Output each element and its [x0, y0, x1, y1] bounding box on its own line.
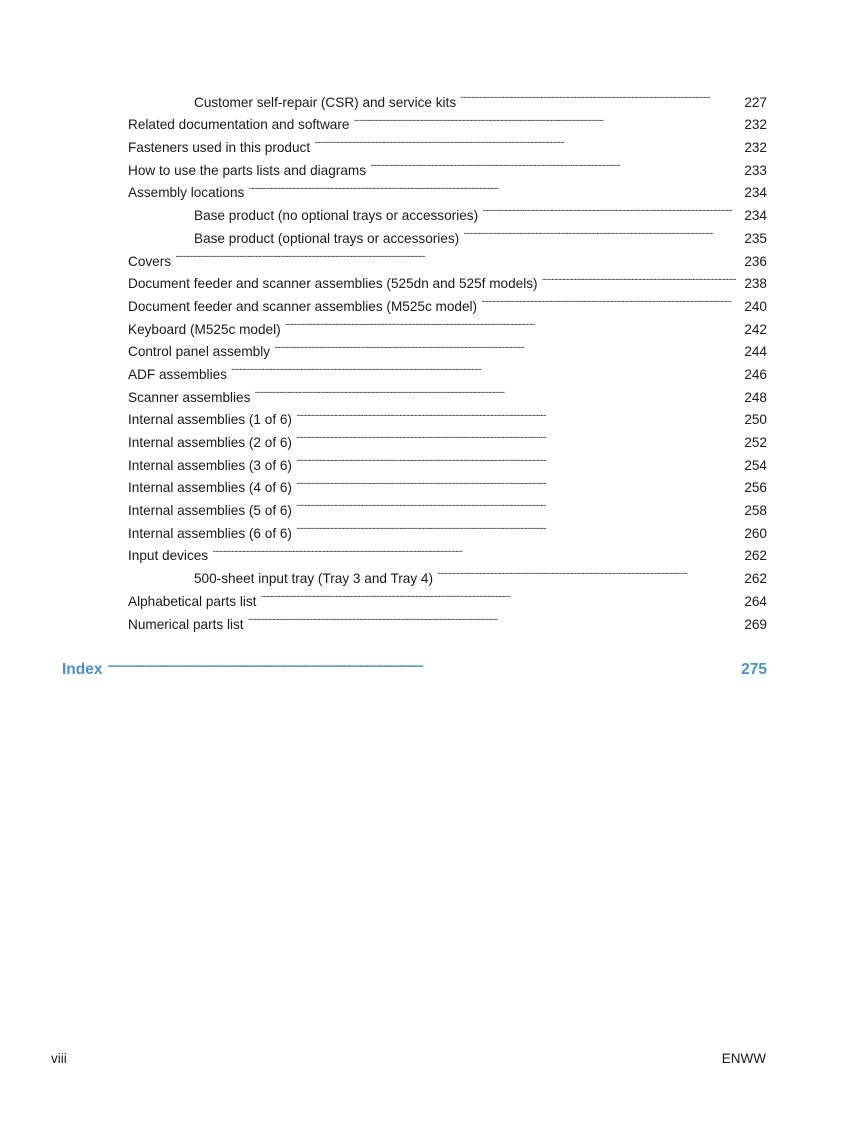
toc-entry-title: Related documentation and software — [128, 117, 350, 133]
toc-entry-title: Base product (optional trays or accessories) — [194, 230, 460, 246]
toc-leader-dots — [314, 129, 736, 152]
toc-entry-page: 232 — [744, 140, 767, 156]
toc-entry[interactable] — [128, 266, 767, 292]
toc-entry-page: 233 — [744, 162, 767, 178]
toc-entry-title: Internal assemblies (6 of 6) — [128, 525, 292, 541]
toc-leader-dots — [296, 515, 736, 538]
toc-index-leader-dots — [107, 651, 735, 674]
toc-entry-page: 258 — [744, 503, 767, 519]
toc-entry-title: Internal assemblies (2 of 6) — [128, 435, 292, 450]
toc-entry-page: 256 — [744, 480, 767, 496]
toc-leader-dots — [248, 175, 736, 198]
toc-entry-title: Internal assemblies (4 of 6) — [128, 480, 292, 496]
toc-leader-dots — [482, 197, 736, 220]
toc-entry-page: 235 — [744, 230, 767, 246]
toc-entry-page: 232 — [744, 117, 767, 133]
toc-entry-title: Keyboard (M525c model) — [128, 321, 281, 337]
toc-entry-title: How to use the parts lists and diagrams — [128, 162, 367, 178]
toc-index-entry[interactable] — [62, 651, 767, 678]
toc-entry-page: 234 — [744, 185, 767, 201]
toc-entry-title: Alphabetical parts list — [128, 593, 257, 609]
toc-entry[interactable] — [128, 243, 767, 269]
toc-entry-page: 240 — [744, 298, 767, 314]
toc-entry-title: Input devices — [128, 548, 209, 564]
toc-leader-dots — [260, 583, 736, 606]
toc-entry-title: ADF assemblies — [128, 366, 227, 382]
toc-entry-page: 236 — [744, 253, 767, 269]
toc-index-title: Index — [62, 660, 103, 678]
toc-entry[interactable] — [128, 538, 767, 564]
toc-entry-page: 244 — [744, 344, 767, 360]
toc-entry-page: 250 — [744, 412, 767, 428]
toc-entry-page: 252 — [744, 435, 767, 450]
toc-entry-title: Base product (no optional trays or accessories) — [194, 208, 479, 224]
toc-entry-title: Internal assemblies (1 of 6) — [128, 412, 292, 428]
toc-leader-dots — [542, 266, 736, 289]
toc-leader-dots — [274, 334, 736, 357]
toc-leader-dots — [231, 356, 736, 379]
toc-entry-title: Numerical parts list — [128, 616, 244, 632]
toc-entry-page: 238 — [744, 276, 767, 292]
toc-entry-page: 260 — [744, 525, 767, 541]
toc-entry-title: Internal assemblies (5 of 6) — [128, 503, 292, 519]
toc-leader-dots — [254, 379, 736, 402]
toc-entry-title: Document feeder and scanner assemblies (525dn and 525f models) — [128, 276, 538, 292]
toc-leader-dots — [296, 470, 736, 493]
toc-entry-title: Document feeder and scanner assemblies (M525c model) — [128, 298, 478, 314]
toc-entry-title: Scanner assemblies — [128, 389, 251, 405]
toc-leader-dots — [248, 606, 736, 629]
toc-entry-title: Customer self-repair (CSR) and service kits — [194, 94, 457, 110]
toc-leader-dots — [175, 243, 736, 266]
toc-entry-title: Internal assemblies (3 of 6) — [128, 457, 292, 473]
toc-leader-dots — [296, 402, 736, 425]
toc-entry-title: Assembly locations — [128, 185, 245, 201]
toc-entry-page: 242 — [744, 321, 767, 337]
toc-entry-title: Control panel assembly — [128, 344, 271, 360]
footer-page-number: viii — [51, 1051, 67, 1066]
toc-index-page: 275 — [741, 660, 767, 678]
toc-leader-dots — [296, 424, 736, 447]
toc-leader-dots — [481, 288, 736, 311]
toc-entry-page: 234 — [744, 208, 767, 224]
table-of-contents — [128, 84, 767, 632]
toc-entry-page: 262 — [744, 548, 767, 564]
toc-leader-dots — [463, 220, 736, 243]
toc-entry[interactable] — [128, 560, 767, 587]
toc-entry-page: 262 — [744, 571, 767, 587]
toc-leader-dots — [296, 492, 736, 515]
toc-entry-title: 500-sheet input tray (Tray 3 and Tray 4) — [194, 571, 434, 587]
toc-leader-dots — [285, 311, 736, 334]
toc-entry-page: 227 — [744, 94, 767, 110]
toc-entry-page: 254 — [744, 457, 767, 473]
toc-leader-dots — [437, 560, 736, 583]
toc-leader-dots — [212, 538, 736, 561]
toc-entry[interactable] — [128, 84, 767, 110]
toc-entry-title: Covers — [128, 253, 172, 269]
toc-leader-dots — [296, 447, 736, 470]
toc-leader-dots — [370, 152, 736, 175]
toc-entry-page: 264 — [744, 593, 767, 609]
toc-entry-page: 248 — [744, 389, 767, 405]
toc-leader-dots — [460, 84, 736, 107]
footer-label: ENWW — [721, 1051, 766, 1066]
toc-entry-page: 269 — [744, 616, 767, 632]
toc-entry-page: 246 — [744, 366, 767, 382]
toc-entry-title: Fasteners used in this product — [128, 140, 311, 156]
toc-leader-dots — [353, 107, 736, 130]
